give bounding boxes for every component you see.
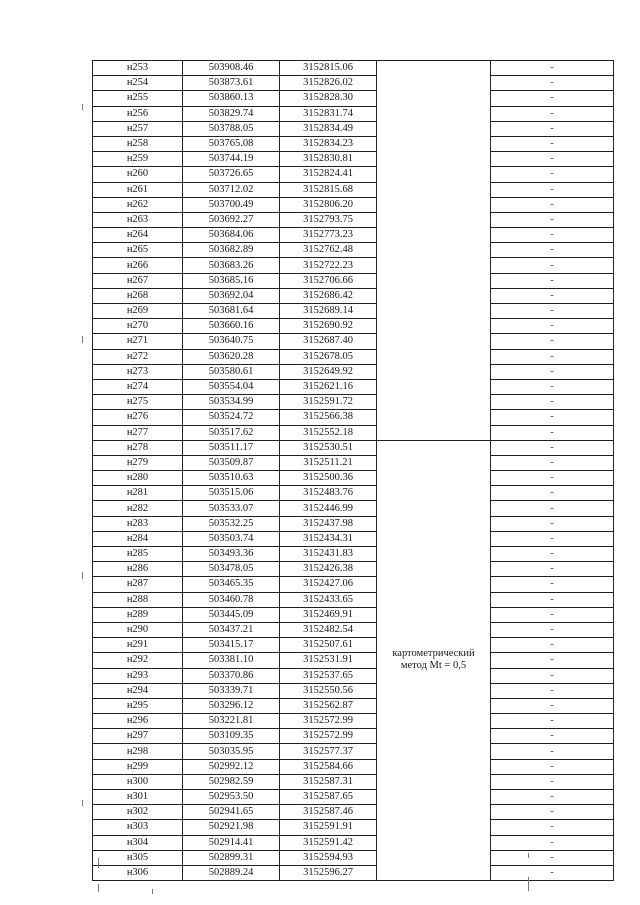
table-row [93,592,614,607]
y-coordinate-cell: 3152687.40 [280,334,377,349]
y-coordinate-cell: 3152793.75 [280,212,377,227]
point-id-cell: н256 [93,106,183,121]
table-row [93,273,614,288]
delta-cell: - [491,167,614,182]
point-id-cell: н295 [93,698,183,713]
y-coordinate-cell: 3152511.21 [280,455,377,470]
point-id-cell: н285 [93,547,183,562]
x-coordinate-cell: 503511.17 [183,440,280,455]
point-id-cell: н294 [93,683,183,698]
y-coordinate-cell: 3152815.06 [280,61,377,76]
table-row [93,167,614,182]
point-id-cell: н284 [93,531,183,546]
delta-cell: - [491,455,614,470]
delta-cell: - [491,288,614,303]
table-row [93,258,614,273]
x-coordinate-cell: 503437.21 [183,622,280,637]
x-coordinate-cell: 502921.98 [183,820,280,835]
table-row [93,395,614,410]
x-coordinate-cell: 502982.59 [183,774,280,789]
y-coordinate-cell: 3152587.65 [280,790,377,805]
table-row [93,607,614,622]
x-coordinate-cell: 503620.28 [183,349,280,364]
point-id-cell: н290 [93,622,183,637]
x-coordinate-cell: 503873.61 [183,76,280,91]
x-coordinate-cell: 503712.02 [183,182,280,197]
delta-cell: - [491,349,614,364]
point-id-cell: н274 [93,379,183,394]
x-coordinate-cell: 503534.99 [183,395,280,410]
x-coordinate-cell: 503700.49 [183,197,280,212]
point-id-cell: н291 [93,638,183,653]
x-coordinate-cell: 503465.35 [183,577,280,592]
delta-cell: - [491,622,614,637]
delta-cell: - [491,486,614,501]
x-coordinate-cell: 503493.36 [183,547,280,562]
delta-cell: - [491,319,614,334]
delta-cell: - [491,668,614,683]
method-label: картометрический [392,648,475,660]
y-coordinate-cell: 3152507.61 [280,638,377,653]
delta-cell: - [491,258,614,273]
table-row [93,197,614,212]
x-coordinate-cell: 503221.81 [183,714,280,729]
point-id-cell: н263 [93,212,183,227]
delta-cell: - [491,304,614,319]
y-coordinate-cell: 3152584.66 [280,759,377,774]
point-id-cell: н286 [93,562,183,577]
table-row [93,106,614,121]
y-coordinate-cell: 3152722.23 [280,258,377,273]
y-coordinate-cell: 3152566.38 [280,410,377,425]
x-coordinate-cell: 503682.89 [183,243,280,258]
x-coordinate-cell: 503533.07 [183,501,280,516]
point-id-cell: н282 [93,501,183,516]
table-row [93,410,614,425]
y-coordinate-cell: 3152531.91 [280,653,377,668]
x-coordinate-cell: 502899.31 [183,850,280,865]
x-coordinate-cell: 503684.06 [183,228,280,243]
y-coordinate-cell: 3152431.83 [280,547,377,562]
y-coordinate-cell: 3152830.81 [280,152,377,167]
delta-cell: - [491,562,614,577]
point-id-cell: н275 [93,395,183,410]
x-coordinate-cell: 503726.65 [183,167,280,182]
x-coordinate-cell: 503445.09 [183,607,280,622]
y-coordinate-cell: 3152686.42 [280,288,377,303]
method-cell [377,440,491,880]
y-coordinate-cell: 3152706.66 [280,273,377,288]
table-row [93,714,614,729]
point-id-cell: н265 [93,243,183,258]
y-coordinate-cell: 3152690.92 [280,319,377,334]
y-coordinate-cell: 3152815.68 [280,182,377,197]
x-coordinate-cell: 503109.35 [183,729,280,744]
table-row [93,774,614,789]
x-coordinate-cell: 503908.46 [183,61,280,76]
x-coordinate-cell: 503509.87 [183,455,280,470]
delta-cell: - [491,182,614,197]
table-row [93,577,614,592]
point-id-cell: н267 [93,273,183,288]
delta-cell: - [491,76,614,91]
method-cell [377,61,491,441]
x-coordinate-cell: 502914.41 [183,835,280,850]
table-row [93,531,614,546]
y-coordinate-cell: 3152537.65 [280,668,377,683]
delta-cell: - [491,729,614,744]
delta-cell: - [491,243,614,258]
y-coordinate-cell: 3152426.38 [280,562,377,577]
y-coordinate-cell: 3152762.48 [280,243,377,258]
y-coordinate-cell: 3152594.93 [280,850,377,865]
x-coordinate-cell: 503296.12 [183,698,280,713]
delta-cell: - [491,698,614,713]
table-row [93,121,614,136]
x-coordinate-cell: 503381.10 [183,653,280,668]
table-row [93,364,614,379]
x-coordinate-cell: 503554.04 [183,379,280,394]
delta-cell: - [491,865,614,880]
x-coordinate-cell: 503692.04 [183,288,280,303]
x-coordinate-cell: 503692.27 [183,212,280,227]
delta-cell: - [491,638,614,653]
table-row [93,152,614,167]
x-coordinate-cell: 503660.16 [183,319,280,334]
point-id-cell: н262 [93,197,183,212]
scan-mark [82,104,83,110]
table-row [93,440,614,455]
point-id-cell: н306 [93,865,183,880]
method-accuracy-label: метод Mt = 0,5 [400,660,467,672]
table-row [93,790,614,805]
x-coordinate-cell: 503510.63 [183,471,280,486]
point-id-cell: н300 [93,774,183,789]
x-coordinate-cell: 503035.95 [183,744,280,759]
scan-mark [98,858,99,868]
table-row [93,805,614,820]
table-row [93,288,614,303]
delta-cell: - [491,531,614,546]
point-id-cell: н278 [93,440,183,455]
x-coordinate-cell: 502941.65 [183,805,280,820]
y-coordinate-cell: 3152433.65 [280,592,377,607]
point-id-cell: н303 [93,820,183,835]
delta-cell: - [491,334,614,349]
delta-cell: - [491,212,614,227]
y-coordinate-cell: 3152689.14 [280,304,377,319]
x-coordinate-cell: 502953.50 [183,790,280,805]
table-row [93,850,614,865]
delta-cell: - [491,379,614,394]
point-id-cell: н304 [93,835,183,850]
table-row [93,622,614,637]
x-coordinate-cell: 502889.24 [183,865,280,880]
table-row [93,501,614,516]
point-id-cell: н260 [93,167,183,182]
y-coordinate-cell: 3152562.87 [280,698,377,713]
x-coordinate-cell: 503370.86 [183,668,280,683]
delta-cell: - [491,820,614,835]
point-id-cell: н298 [93,744,183,759]
table-row [93,759,614,774]
delta-cell: - [491,759,614,774]
delta-cell: - [491,607,614,622]
point-id-cell: н270 [93,319,183,334]
y-coordinate-cell: 3152621.16 [280,379,377,394]
y-coordinate-cell: 3152591.91 [280,820,377,835]
x-coordinate-cell: 502992.12 [183,759,280,774]
point-id-cell: н253 [93,61,183,76]
y-coordinate-cell: 3152649.92 [280,364,377,379]
y-coordinate-cell: 3152591.72 [280,395,377,410]
x-coordinate-cell: 503681.64 [183,304,280,319]
y-coordinate-cell: 3152773.23 [280,228,377,243]
table-row [93,865,614,880]
point-id-cell: н264 [93,228,183,243]
x-coordinate-cell: 503503.74 [183,531,280,546]
table-row [93,668,614,683]
delta-cell: - [491,501,614,516]
point-id-cell: н269 [93,304,183,319]
y-coordinate-cell: 3152434.31 [280,531,377,546]
delta-cell: - [491,547,614,562]
x-coordinate-cell: 503685.16 [183,273,280,288]
delta-cell: - [491,106,614,121]
point-id-cell: н268 [93,288,183,303]
y-coordinate-cell: 3152427.06 [280,577,377,592]
point-id-cell: н301 [93,790,183,805]
table-row [93,91,614,106]
point-id-cell: н276 [93,410,183,425]
delta-cell: - [491,197,614,212]
point-id-cell: н292 [93,653,183,668]
table-row [93,379,614,394]
delta-cell: - [491,228,614,243]
table-row [93,136,614,151]
table-row [93,455,614,470]
y-coordinate-cell: 3152826.02 [280,76,377,91]
y-coordinate-cell: 3152550.56 [280,683,377,698]
x-coordinate-cell: 503765.08 [183,136,280,151]
y-coordinate-cell: 3152678.05 [280,349,377,364]
table-row [93,319,614,334]
delta-cell: - [491,395,614,410]
scan-mark [528,853,529,858]
delta-cell: - [491,425,614,440]
y-coordinate-cell: 3152437.98 [280,516,377,531]
y-coordinate-cell: 3152530.51 [280,440,377,455]
table-row [93,471,614,486]
y-coordinate-cell: 3152806.20 [280,197,377,212]
point-id-cell: н280 [93,471,183,486]
point-id-cell: н257 [93,121,183,136]
table-row [93,653,614,668]
scan-mark [82,572,83,579]
point-id-cell: н255 [93,91,183,106]
point-id-cell: н302 [93,805,183,820]
scan-mark [82,800,83,806]
delta-cell: - [491,744,614,759]
delta-cell: - [491,516,614,531]
point-id-cell: н288 [93,592,183,607]
coordinates-table-body [93,61,614,881]
table-row [93,698,614,713]
point-id-cell: н279 [93,455,183,470]
delta-cell: - [491,805,614,820]
point-id-cell: н293 [93,668,183,683]
y-coordinate-cell: 3152469.91 [280,607,377,622]
delta-cell: - [491,653,614,668]
delta-cell: - [491,410,614,425]
delta-cell: - [491,683,614,698]
point-id-cell: н277 [93,425,183,440]
x-coordinate-cell: 503744.19 [183,152,280,167]
table-row [93,638,614,653]
delta-cell: - [491,471,614,486]
x-coordinate-cell: 503515.06 [183,486,280,501]
point-id-cell: н281 [93,486,183,501]
point-id-cell: н266 [93,258,183,273]
delta-cell: - [491,152,614,167]
x-coordinate-cell: 503683.26 [183,258,280,273]
x-coordinate-cell: 503415.17 [183,638,280,653]
point-id-cell: н283 [93,516,183,531]
table-row [93,212,614,227]
y-coordinate-cell: 3152552.18 [280,425,377,440]
delta-cell: - [491,850,614,865]
x-coordinate-cell: 503478.05 [183,562,280,577]
scan-mark [82,336,83,343]
y-coordinate-cell: 3152824.41 [280,167,377,182]
delta-cell: - [491,835,614,850]
y-coordinate-cell: 3152446.99 [280,501,377,516]
x-coordinate-cell: 503860.13 [183,91,280,106]
table-row [93,683,614,698]
table-row [93,516,614,531]
y-coordinate-cell: 3152591.42 [280,835,377,850]
delta-cell: - [491,790,614,805]
point-id-cell: н261 [93,182,183,197]
table-row [93,304,614,319]
delta-cell: - [491,91,614,106]
point-id-cell: н289 [93,607,183,622]
table-row [93,562,614,577]
x-coordinate-cell: 503524.72 [183,410,280,425]
x-coordinate-cell: 503532.25 [183,516,280,531]
point-id-cell: н273 [93,364,183,379]
coordinates-table [92,60,614,881]
table-row [93,182,614,197]
y-coordinate-cell: 3152572.99 [280,714,377,729]
x-coordinate-cell: 503640.75 [183,334,280,349]
delta-cell: - [491,136,614,151]
delta-cell: - [491,714,614,729]
y-coordinate-cell: 3152834.23 [280,136,377,151]
y-coordinate-cell: 3152587.31 [280,774,377,789]
point-id-cell: н296 [93,714,183,729]
table-row [93,547,614,562]
table-row [93,334,614,349]
point-id-cell: н299 [93,759,183,774]
x-coordinate-cell: 503517.62 [183,425,280,440]
scan-mark [152,889,153,894]
x-coordinate-cell: 503580.61 [183,364,280,379]
table-row [93,729,614,744]
x-coordinate-cell: 503460.78 [183,592,280,607]
delta-cell: - [491,592,614,607]
delta-cell: - [491,61,614,76]
y-coordinate-cell: 3152831.74 [280,106,377,121]
y-coordinate-cell: 3152834.49 [280,121,377,136]
table-row [93,744,614,759]
table-row [93,243,614,258]
x-coordinate-cell: 503829.74 [183,106,280,121]
table-row [93,61,614,76]
y-coordinate-cell: 3152500.36 [280,471,377,486]
delta-cell: - [491,774,614,789]
point-id-cell: н258 [93,136,183,151]
table-row [93,820,614,835]
x-coordinate-cell: 503788.05 [183,121,280,136]
point-id-cell: н259 [93,152,183,167]
table-row [93,835,614,850]
delta-cell: - [491,440,614,455]
table-row [93,228,614,243]
point-id-cell: н297 [93,729,183,744]
y-coordinate-cell: 3152587.46 [280,805,377,820]
delta-cell: - [491,273,614,288]
y-coordinate-cell: 3152483.76 [280,486,377,501]
y-coordinate-cell: 3152572.99 [280,729,377,744]
delta-cell: - [491,364,614,379]
x-coordinate-cell: 503339.71 [183,683,280,698]
point-id-cell: н272 [93,349,183,364]
y-coordinate-cell: 3152828.30 [280,91,377,106]
y-coordinate-cell: 3152482.54 [280,622,377,637]
table-row [93,349,614,364]
table-row [93,76,614,91]
point-id-cell: н287 [93,577,183,592]
point-id-cell: н271 [93,334,183,349]
table-row [93,486,614,501]
point-id-cell: н254 [93,76,183,91]
scan-mark [528,877,529,891]
table-row [93,425,614,440]
delta-cell: - [491,121,614,136]
delta-cell: - [491,577,614,592]
scan-mark [98,884,99,892]
point-id-cell: н305 [93,850,183,865]
y-coordinate-cell: 3152577.37 [280,744,377,759]
y-coordinate-cell: 3152596.27 [280,865,377,880]
